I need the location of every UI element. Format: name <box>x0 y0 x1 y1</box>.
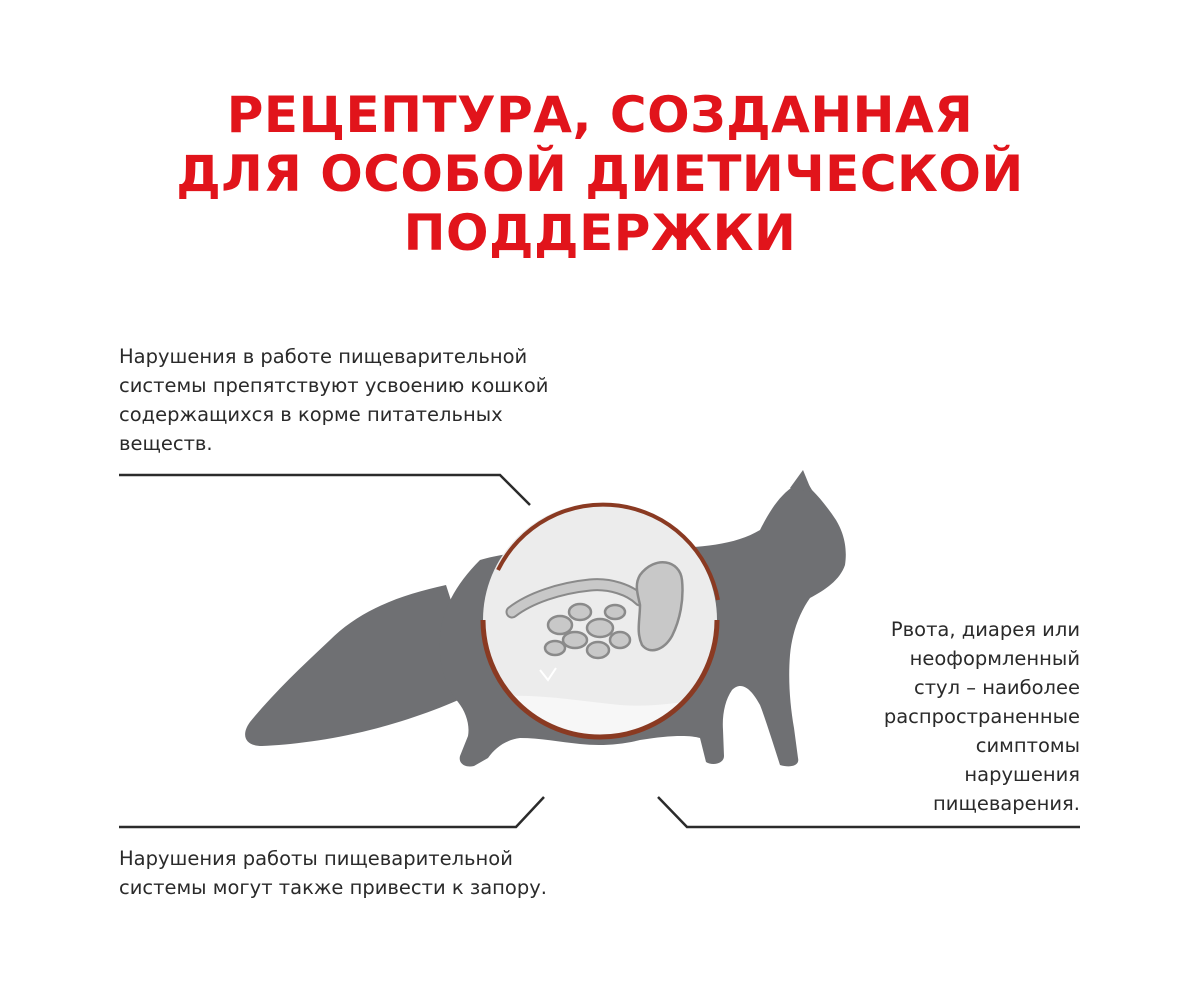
callout-line: системы могут также привести к запору. <box>119 876 547 899</box>
callout-line: стул – наиболее <box>913 676 1080 699</box>
connector-top-left <box>119 475 530 505</box>
callout-line: симптомы <box>975 734 1080 757</box>
callout-line: Нарушения работы пищеварительной <box>119 847 513 870</box>
connector-right <box>658 797 1080 827</box>
callout-line: Нарушения в работе пищеварительной <box>119 345 528 368</box>
callout-line: нарушения <box>964 763 1080 786</box>
callout-line: веществ. <box>119 432 213 455</box>
callout-line: распространенные <box>883 705 1080 728</box>
callout-line: Рвота, диарея или <box>890 618 1080 641</box>
callout-line: пищеварения. <box>933 792 1080 815</box>
title-line-1: РЕЦЕПТУРА, СОЗДАННАЯ <box>226 86 974 144</box>
callout-line: содержащихся в корме питательных <box>119 403 503 426</box>
callout-line: системы препятствуют усвоению кошкой <box>119 374 549 397</box>
callout-line: неоформленный <box>909 647 1080 670</box>
title-line-2: ДЛЯ ОСОБОЙ ДИЕТИЧЕСКОЙ <box>176 145 1024 203</box>
connector-bottom-left <box>119 797 544 827</box>
title-line-3: ПОДДЕРЖКИ <box>403 204 797 262</box>
